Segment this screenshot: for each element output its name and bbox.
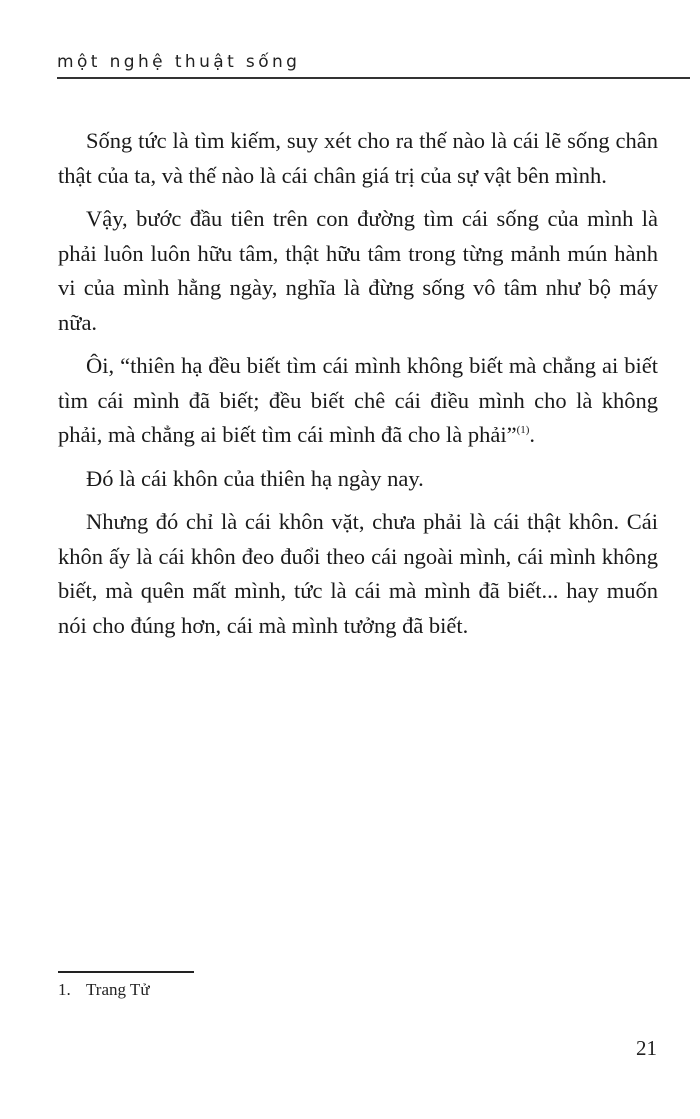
paragraph: Ôi, “thiên hạ đều biết tìm cái mình không biết mà chẳng ai biết tìm cái mình đã biết; đều biết chê cái điều mình cho là không phải, mà chẳng ai biết tìm cái mình đã cho là phải”$^{(1)}$.: [58, 353, 658, 447]
paragraph: Nhưng đó chỉ là cái khôn vặt, chưa phải là cái thật khôn. Cái khôn ấy là cái khôn đeo đuổi theo cái ngoài mình, cái mình không biết, mà quên mất mình, tức là cái mà mình đã biết... hay muốn nói cho đúng hơn, cái mà mình tưởng đã biết.: [58, 509, 658, 638]
paragraph: Đó là cái khôn của thiên hạ ngày nay.: [86, 465, 424, 491]
paragraph: Vậy, bước đầu tiên trên con đường tìm cái sống của mình là phải luôn luôn hữu tâm, thật hữu tâm trong từng mảnh mún hành vi của mình hằng ngày, nghĩa là đừng sống vô tâm như bộ máy nữa.: [58, 206, 658, 335]
footnote: [58, 980, 150, 1000]
footnote-number: 1.: [58, 980, 71, 999]
body-text: [58, 124, 658, 652]
footnote-text: Trang Tử: [86, 980, 150, 999]
footnote-reference: (1): [516, 424, 530, 436]
running-head: một nghệ thuật sống: [57, 52, 301, 72]
paragraph: Sống tức là tìm kiếm, suy xét cho ra thế nào là cái lẽ sống chân thật của ta, và thế nào là cái chân giá trị của sự vật bên mình.: [58, 128, 658, 188]
footnote-rule: [58, 971, 194, 973]
page-number: 21: [636, 1036, 657, 1060]
header-rule: [57, 77, 690, 79]
